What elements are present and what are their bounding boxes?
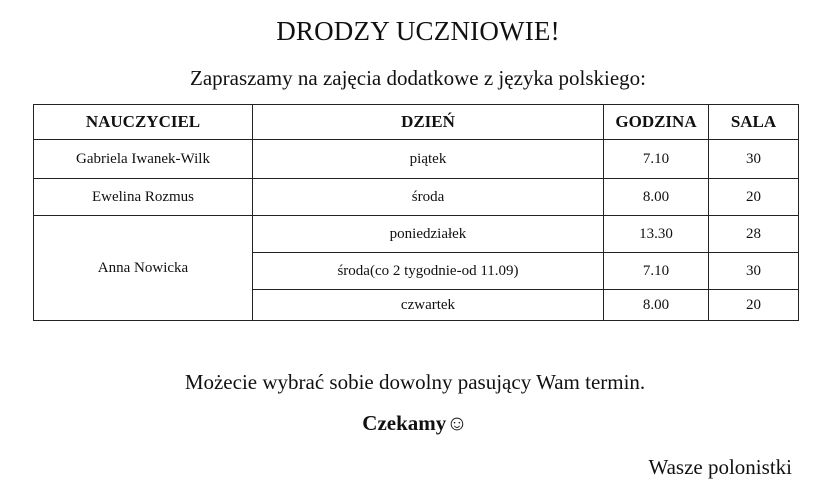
teacher-name: Gabriela Iwanek-Wilk [34,140,253,179]
header-time: GODZINA [604,105,709,140]
table-row [34,179,799,216]
table-row [34,216,799,253]
teacher-name: Anna Nowicka [34,216,253,321]
time-cell: 8.00 [604,290,709,321]
header-teacher: NAUCZYCIEL [34,105,253,140]
signature-text: Wasze polonistki [648,455,792,479]
day-cell: poniedziałek [253,216,604,253]
day-cell: czwartek [253,290,604,321]
teacher-name: Ewelina Rozmus [34,179,253,216]
page-title: DRODZY UCZNIOWIE! [276,16,560,46]
page-subtitle: Zapraszamy na zajęcia dodatkowe z języka polskiego: [190,66,646,90]
time-cell: 7.10 [604,253,709,290]
note-text: Możecie wybrać sobie dowolny pasujący Wam termin. [184,370,646,394]
day-cell: środa(co 2 tygodnie-od 11.09) [253,253,604,290]
table-row [34,140,799,179]
header-room: SALA [709,105,799,140]
room-cell: 20 [709,290,799,321]
header-day: DZIEŃ [253,105,604,140]
time-cell: 7.10 [604,140,709,179]
table-header-row [34,105,799,140]
room-cell: 20 [709,179,799,216]
time-cell: 8.00 [604,179,709,216]
day-cell: środa [253,179,604,216]
room-cell: 28 [709,216,799,253]
closing-text: Czekamy☺ [362,411,468,435]
room-cell: 30 [709,140,799,179]
schedule-table [33,104,799,321]
time-cell: 13.30 [604,216,709,253]
room-cell: 30 [709,253,799,290]
day-cell: piątek [253,140,604,179]
